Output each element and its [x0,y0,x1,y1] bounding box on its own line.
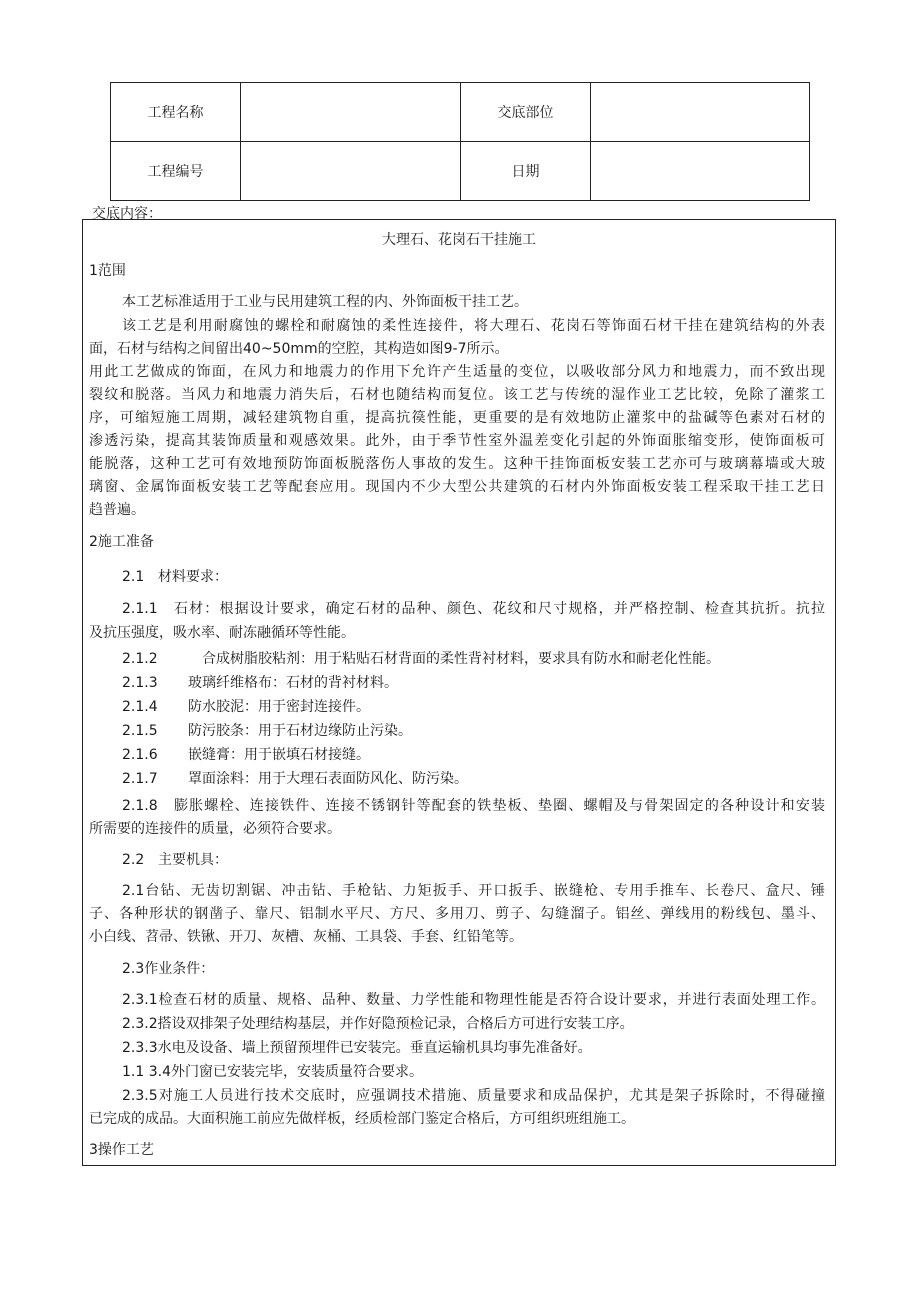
paragraph-3-line: 序，可缩短施工周期，减轻建筑物自重，提高抗篌性能，更重要的是有效地防止灌浆中的盐碱等色素对石材的 [89,410,825,426]
item-2-1-5 [122,722,412,740]
subsection-2-1 [122,568,228,586]
project-name-field[interactable] [241,83,461,142]
item-2-1-3 [122,674,398,692]
item-number: 2.1.2 [122,651,158,667]
item-text: 主要机具： [158,852,228,868]
item-2-3-3: 2.3.3水电及设备、墙上预留预埋件已安装完。垂直运输机具均事先准备好。 [122,1040,592,1056]
paragraph-3-line: 用此工艺做成的饰面，在风力和地震力的作用下允许产生适量的变位，以吸收部分风力和地震力，而不致出现 [89,364,825,380]
item-text: 罩面涂料：用于大理石表面防风化、防污染。 [188,771,468,787]
item-2-3-1: 2.3.1检查石材的质量、规格、品种、数量、力学性能和物理性能是否符合设计要求，并进行表面处理工作。 [122,992,825,1008]
header-row-1 [111,83,810,142]
item-2-1-8-line: 所需要的连接件的质量，必须符合要求。 [89,821,341,837]
item-2-1-2 [122,650,720,668]
paragraph-3-line: 璃窗、金属饰面板安装工艺等配套应用。现国内不少大型公共建筑的石材内外饰面板安装工程采取干挂工艺日 [89,479,825,495]
date-field[interactable] [591,142,810,201]
item-2-3-2: 2.3.2搭设双排架子处理结构基层，并作好隐预检记录，合格后方可进行安装工序。 [122,1016,634,1032]
item-2-1-6 [122,746,370,764]
intro-label: 交底内容： [92,206,162,222]
item-number: 2.1.5 [122,723,158,739]
item-text: 防水胶泥：用于密封连接件。 [188,699,370,715]
item-number: 2.1.6 [122,747,158,763]
section-2-heading: 2施工准备 [89,534,154,550]
subsection-2-2 [122,851,228,869]
item-2-1-7 [122,770,468,788]
date-label: 日期 [461,142,591,201]
paragraph-3-line: 裂纹和脱落。当风力和地震力消失后，石材也随结构而复位。该工艺与传统的湿作业工艺比较，免除了灌浆工 [89,387,825,403]
header-row-2 [111,142,810,201]
paragraph-2-line: 该工艺是利用耐腐蚀的螺栓和耐腐蚀的柔性连接件，将大理石、花岗石等饰面石材干挂在建筑结构的外表 [122,318,825,334]
paragraph-3-line: 能脱落，这种工艺可有效地预防饰面板脱落伤人事故的发生。这种干挂饰面板安装工艺亦可与玻璃幕墙或大玻 [89,456,825,472]
content-box [82,219,836,1166]
item-2-1-8-line: 2.1.8 膨胀螺栓、连接铁件、连接不锈钢针等配套的铁垫板、垫圈、螺帽及与骨架固定的各种设计和安装 [122,798,825,814]
item-number: 2.2 [122,852,145,868]
section-3-heading: 3操作工艺 [89,1142,154,1158]
item-number: 2.1.4 [122,699,158,715]
project-no-label: 工程编号 [111,142,241,201]
item-2-1-1-line: 及抗压强度，吸水率、耐冻融循环等性能。 [89,625,355,641]
tools-line: 小白线、苕帚、铁锹、开刀、灰槽、灰桶、工具袋、手套、红铅笔等。 [89,929,523,945]
header-table [110,82,810,201]
handover-part-field[interactable] [591,83,810,142]
item-number: 2.1.7 [122,771,158,787]
paragraph-1: 本工艺标准适用于工业与民用建筑工程的内、外饰面板干挂工艺。 [122,294,528,310]
handover-part-label: 交底部位 [461,83,591,142]
section-1-heading: 1范围 [89,263,126,279]
project-no-field[interactable] [241,142,461,201]
paragraph-2-line: 面，石材与结构之间留出40~50mm的空腔，其构造如图9-7所示。 [89,341,509,357]
item-text: 材料要求： [158,569,228,585]
item-2-3-5-line: 2.3.5对施工人员进行技术交底时，应强调技术措施、质量要求和成品保护，尤其是架子拆除时，不得碰撞 [122,1088,825,1104]
item-2-1-1-line: 2.1.1 石材：根据设计要求，确定石材的品种、颜色、花纹和尺寸规格，并严格控制、检查其抗折。抗拉 [122,601,825,617]
project-name-label: 工程名称 [111,83,241,142]
item-number: 2.1.3 [122,675,158,691]
subsection-2-3: 2.3作业条件： [122,961,215,977]
item-text: 嵌缝膏：用于嵌填石材接缝。 [188,747,370,763]
tools-line: 子、各种形状的钢凿子、靠尺、铝制水平尺、方尺、多用刀、剪子、勾缝溜子。铝丝、弹线用的粉线包、墨斗、 [89,906,825,922]
paragraph-3-line: 渗透污染，提高其装饰质量和观感效果。此外，由于季节性室外温差变化引起的外饰面胀缩变形，使饰面板可 [89,433,825,449]
item-2-1-4 [122,698,370,716]
item-text: 防污胶条：用于石材边缘防止污染。 [188,723,412,739]
item-text: 合成树脂胶粘剂：用于粘贴石材背面的柔性背衬材料，要求具有防水和耐老化性能。 [202,651,720,667]
item-2-3-4: 1.1 3.4外门窗已安装完毕，安装质量符合要求。 [122,1064,423,1080]
paragraph-3-line: 趋普遍。 [89,502,145,518]
item-text: 玻璃纤维格布：石材的背衬材料。 [188,675,398,691]
item-number: 2.1 [122,569,145,585]
tools-line: 2.1台钻、无齿切割锯、冲击钻、手枪钻、力矩扳手、开口扳手、嵌缝枪、专用手推车、长卷尺、盒尺、锤 [122,883,825,899]
doc-title: 大理石、花岗石干挂施工 [382,232,536,248]
item-2-3-5-line: 已完成的成品。大面积施工前应先做样板，经质检部门鉴定合格后，方可组织班组施工。 [89,1111,635,1127]
